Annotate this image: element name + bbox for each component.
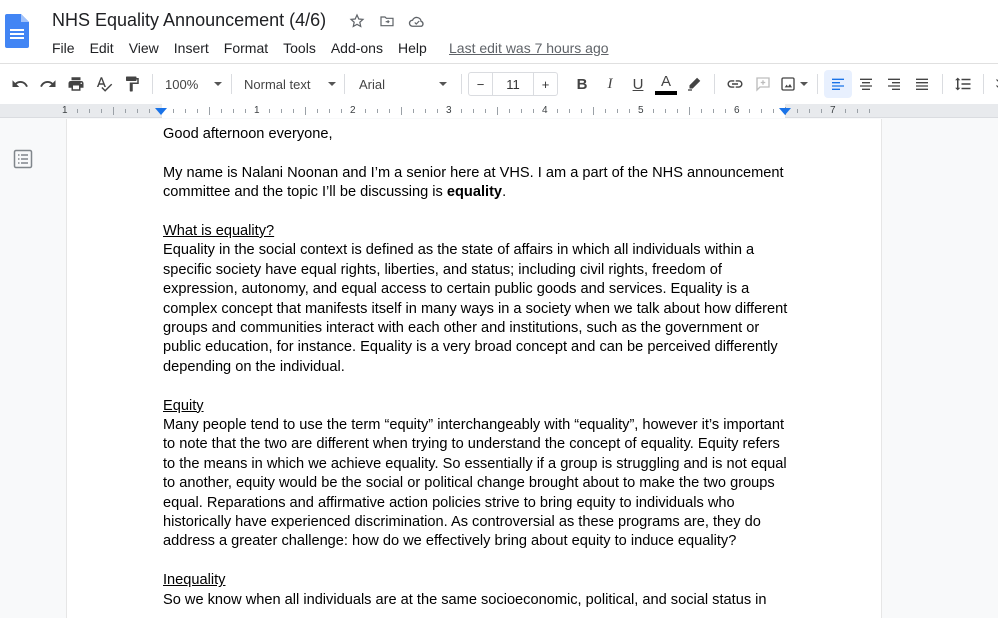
ruler-tick (317, 109, 318, 113)
ruler-tick (413, 109, 414, 113)
italic-icon[interactable]: I (607, 75, 613, 92)
left-indent-marker[interactable] (155, 108, 167, 115)
ruler-tick (221, 109, 222, 113)
intro-bold-word: equality (446, 184, 503, 201)
toolbar-divider (231, 74, 232, 94)
ruler-tick (425, 109, 426, 113)
ruler-tick (245, 109, 246, 113)
align-left-icon[interactable] (824, 70, 852, 98)
ruler-tick (557, 109, 558, 113)
text-color-icon[interactable]: A (652, 70, 680, 98)
font-value: Arial (359, 76, 386, 92)
ruler-tick (89, 109, 90, 113)
line-spacing-icon[interactable] (949, 70, 977, 98)
ruler-tick (821, 109, 822, 113)
ruler-tick (377, 109, 378, 113)
ruler-tick (77, 109, 78, 113)
ruler-tick (341, 109, 342, 113)
ruler-tick (485, 109, 486, 113)
ruler-tick (581, 109, 582, 113)
cloud-saved-icon[interactable] (408, 12, 426, 30)
ruler-tick (617, 109, 618, 113)
ruler-tick (809, 109, 810, 113)
ruler-tick (461, 109, 462, 113)
ruler-number: 1 (254, 105, 260, 116)
ruler-tick (365, 109, 366, 113)
menu-edit[interactable]: Edit (89, 40, 114, 56)
section-body: Many people tend to use the term “equity” interchangeably with “equality”, however it’s important to note that the two are different when trying to understand the concept of equality. Equity refers to the means in which we achieve equality. So essentially if a group is struggling and is not equal to another, equity would be the social or political change brought about to make the two groups equal. Reparations and affirmative action policies strive to bring equity to individuals who historically have experienced discrimination. As controversial as these programs are, they do address a greater challenge: how do we effectively bring about equity to induce equality? (163, 417, 787, 550)
redo-icon[interactable] (34, 70, 62, 98)
menu-help[interactable]: Help (397, 40, 427, 56)
ruler-tick (281, 109, 282, 113)
increase-font-size-button[interactable]: + (533, 73, 557, 95)
ruler-tick (209, 107, 210, 115)
align-right-icon[interactable] (880, 70, 908, 98)
ruler-tick (149, 109, 150, 113)
ruler-tick (593, 107, 594, 115)
menu-insert[interactable]: Insert (173, 40, 209, 56)
ruler-tick (269, 109, 270, 113)
font-select[interactable] (351, 77, 455, 92)
ruler-tick (761, 109, 762, 113)
document-outline-icon[interactable] (13, 149, 33, 174)
ruler-tick (509, 109, 510, 113)
insert-image-icon[interactable] (777, 70, 811, 98)
ruler-number: 1 (62, 105, 68, 116)
menu-bar (52, 40, 442, 56)
add-comment-icon[interactable] (749, 70, 777, 98)
top-bar (0, 0, 998, 64)
menu-tools[interactable]: Tools (283, 40, 316, 56)
ruler-tick (713, 109, 714, 113)
spellcheck-icon[interactable] (90, 70, 118, 98)
ruler-tick (701, 109, 702, 113)
document-title[interactable]: NHS Equality Announcement (4/6) (52, 10, 327, 30)
intro-text: My name is Nalani Noonan and I’m a senior here at VHS. I am a part of the NHS announcement committee and the topic I’ll be discussing is (163, 164, 784, 201)
bold-icon[interactable]: B (576, 75, 588, 93)
undo-icon[interactable] (6, 70, 34, 98)
right-indent-marker[interactable] (779, 108, 791, 115)
ruler-tick (497, 107, 498, 115)
ruler-tick (689, 107, 690, 115)
ruler-tick (773, 109, 774, 113)
decrease-font-size-button[interactable]: − (469, 73, 493, 95)
ruler-tick (749, 109, 750, 113)
last-edit-link[interactable]: Last edit was 7 hours ago (449, 40, 609, 56)
ruler-tick (293, 109, 294, 113)
paragraph-style-value: Normal text (244, 76, 311, 92)
ruler-tick (185, 109, 186, 113)
ruler-tick (173, 109, 174, 113)
ruler-tick (233, 109, 234, 113)
link-icon[interactable] (721, 70, 749, 98)
intro-paragraph (163, 164, 793, 203)
zoom-value: 100% (165, 76, 199, 92)
ruler-tick (305, 107, 306, 115)
ruler-tick (677, 109, 678, 113)
greeting-paragraph: Good afternoon everyone, (163, 126, 333, 142)
move-to-folder-icon[interactable] (378, 12, 396, 30)
menu-view[interactable]: View (128, 40, 159, 56)
section-body: Equality in the social context is defined as the state of affairs in which all individuals within a specific society have equal rights, liberties, and status; including civil rights, freedom of expression, autonomy, and equal access to certain public goods and services. Equality is a complex concept that manifests itself in many ways in a society when we talk about how different groups and communities interact with each other and institutions, such as the government or public education, for instance. Equality is a very broad concept and can be perceived differently depending on the individual. (163, 242, 788, 375)
section-heading: Equity (163, 397, 204, 414)
menu-file[interactable]: File (52, 40, 75, 56)
document-body[interactable] (163, 125, 793, 610)
ruler-tick (197, 109, 198, 113)
docs-logo-icon[interactable] (5, 14, 29, 48)
toolbar-divider (983, 74, 984, 94)
ruler-number: 7 (830, 105, 836, 116)
ruler-number: 2 (350, 105, 356, 116)
ruler-tick (605, 109, 606, 113)
ruler-tick (665, 109, 666, 113)
ruler-number: 5 (638, 105, 644, 116)
underline-icon[interactable]: U (632, 75, 644, 93)
font-size-input[interactable]: 11 (506, 76, 520, 92)
ruler-number: 3 (446, 105, 452, 116)
font-size-stepper (468, 72, 558, 96)
section-heading: What is equality? (163, 223, 275, 239)
ruler-tick (401, 107, 402, 115)
ruler-tick (533, 109, 534, 113)
ruler-number: 6 (734, 105, 740, 116)
ruler-tick (629, 109, 630, 113)
ruler-tick (437, 109, 438, 113)
ruler-tick (137, 109, 138, 113)
chevron-down-icon (328, 82, 336, 86)
chevron-down-icon (439, 82, 447, 86)
align-center-icon[interactable] (852, 70, 880, 98)
intro-period: . (502, 184, 507, 201)
ruler-tick (473, 109, 474, 113)
toolbar-divider (714, 74, 715, 94)
paint-format-icon[interactable] (118, 70, 146, 98)
star-icon[interactable] (348, 12, 366, 30)
ruler-tick (125, 109, 126, 113)
document-canvas (0, 119, 998, 618)
toolbar-divider (817, 74, 818, 94)
ruler-tick (329, 109, 330, 113)
document-page[interactable] (66, 119, 882, 618)
menu-add-ons[interactable]: Add-ons (330, 40, 383, 56)
ruler-tick (725, 109, 726, 113)
ruler-tick (869, 109, 870, 113)
chevron-down-icon (214, 82, 222, 86)
checklist-icon[interactable] (990, 70, 998, 98)
print-icon[interactable] (62, 70, 90, 98)
section-body: So we know when all individuals are at the same socioeconomic, political, and social status in (163, 591, 767, 608)
toolbar (0, 64, 998, 104)
section-heading: Inequality (163, 572, 226, 589)
ruler-tick (113, 107, 114, 115)
paragraph-style-select[interactable] (238, 77, 338, 92)
ruler-tick (101, 109, 102, 113)
toolbar-divider (942, 74, 943, 94)
horizontal-ruler[interactable] (0, 104, 998, 118)
toolbar-divider (461, 74, 462, 94)
ruler-tick (521, 109, 522, 113)
ruler-tick (569, 109, 570, 113)
ruler-number: 4 (542, 105, 548, 116)
highlight-color-icon[interactable] (680, 70, 708, 98)
menu-format[interactable]: Format (223, 40, 269, 56)
ruler-tick (845, 109, 846, 113)
ruler-tick (857, 109, 858, 113)
zoom-select[interactable] (159, 77, 225, 92)
toolbar-divider (152, 74, 153, 94)
chevron-down-icon (800, 82, 808, 86)
justify-icon[interactable] (908, 70, 936, 98)
ruler-tick (389, 109, 390, 113)
ruler-tick (653, 109, 654, 113)
ruler-tick (797, 109, 798, 113)
toolbar-divider (344, 74, 345, 94)
